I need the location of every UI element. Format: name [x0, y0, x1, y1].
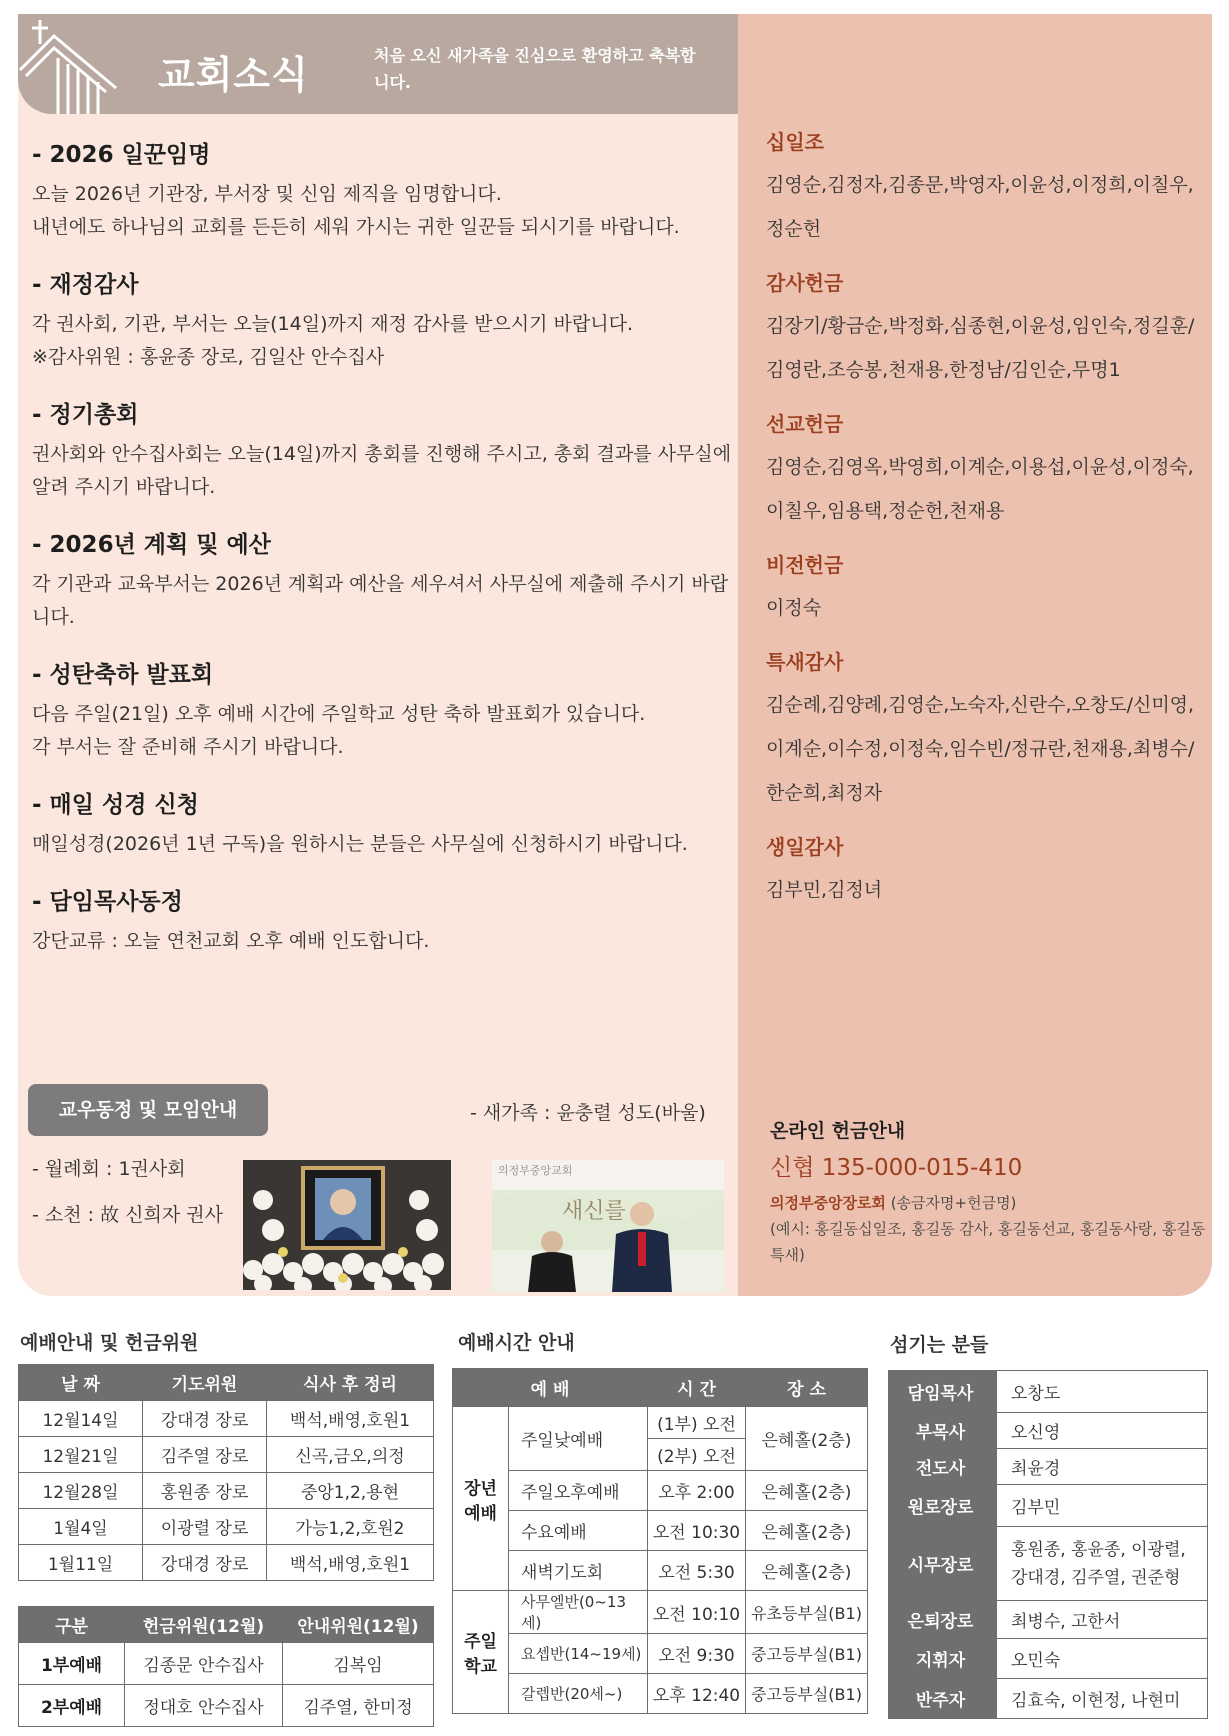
table-row: 요셉반(14~19세) 오전 9:30 중고등부실(B1): [453, 1634, 868, 1674]
notice-title: - 성탄축하 발표회: [32, 662, 214, 688]
notice-title: - 담임목사동정: [32, 889, 183, 915]
offering-item: [766, 408, 1206, 533]
notice-text: 권사회와 안수집사회는 오늘(14일)까지 총회를 진행해 주시고, 총회 결과를 사무실에 알려 주시기 바랍니다.: [32, 443, 732, 498]
photo-banner-text: 새신를: [562, 1199, 626, 1224]
notice-title: - 매일 성경 신청: [32, 792, 199, 818]
table-row: 반주자 김효숙, 이현정, 나현미: [889, 1679, 1208, 1719]
notice-item: [32, 656, 732, 764]
table-row: 은퇴장로 최병수, 고한서: [889, 1601, 1208, 1639]
notice-title: - 2026 일꾼임명: [32, 142, 211, 168]
offering-title: 비전헌금: [766, 553, 844, 577]
table-header: 안내위원(12월): [283, 1607, 434, 1643]
notice-text: 강단교류 : 오늘 연천교회 오후 예배 인도합니다.: [32, 930, 430, 952]
notice-item: [32, 786, 732, 861]
table-row: 전도사 최윤경: [889, 1449, 1208, 1485]
offering-names: 김장기/황금순,박정화,심종현,이윤성,임인숙,정길훈/김영란,조승봉,천재용,한정남/김인순,무명1: [766, 315, 1195, 381]
table-header: 헌금위원(12월): [125, 1607, 283, 1643]
servants-table: [888, 1370, 1208, 1719]
table-row: 원로장로 김부민: [889, 1485, 1208, 1527]
table-row: 지휘자 오민숙: [889, 1639, 1208, 1679]
notice-text: ※감사위원 : 홍윤종 장로, 김일산 안수집사: [32, 346, 385, 368]
notice-title: - 재정감사: [32, 272, 139, 298]
notice-item: [32, 266, 732, 374]
offering-item: [766, 646, 1206, 815]
new-family-photo: [492, 1160, 724, 1292]
table-header: 날 짜: [19, 1365, 143, 1401]
notice-title: - 정기총회: [32, 402, 139, 428]
sunday-school-group-cell: 주일 학교: [453, 1591, 509, 1714]
table-row: 1월4일 이광렬 장로 가능1,2,호원2: [19, 1509, 434, 1545]
offering-title: 십일조: [766, 130, 824, 154]
header-bar: [18, 14, 738, 114]
offering-names: 김영순,김영옥,박영희,이계순,이용섭,이윤성,이정숙,이칠우,임용택,정순헌,천재용: [766, 456, 1194, 522]
offering-title: 생일감사: [766, 835, 844, 859]
table-header: 기도위원: [143, 1365, 267, 1401]
offering-item: [766, 549, 1206, 630]
offering-item: [766, 831, 1206, 912]
table-row: 갈렙반(20세~) 오후 12:40 중고등부실(B1): [453, 1674, 868, 1714]
notice-title: - 2026년 계획 및 예산: [32, 532, 271, 558]
online-offering-info: [770, 1116, 1210, 1268]
table-header: 예 배: [453, 1369, 648, 1407]
notice-item: [32, 136, 732, 244]
table-row: 시무장로 홍원종, 홍윤종, 이광렬, 강대경, 김주열, 권준형: [889, 1527, 1208, 1601]
worship-schedule-table: [452, 1368, 868, 1714]
offering-names: 김영순,김정자,김종문,박영자,이윤성,이정희,이칠우,정순헌: [766, 174, 1194, 240]
notice-text: 각 부서는 잘 준비해 주시기 바랍니다.: [32, 736, 344, 758]
notice-item: [32, 883, 732, 958]
table-row: 2부예배 정대호 안수집사 김주열, 한미정: [19, 1685, 434, 1727]
offering-example: (예시: 홍길동십일조, 홍길동 감사, 홍길동선교, 홍길동사랑, 홍길동 특새): [770, 1220, 1206, 1264]
funeral-text: - 소천 : 故 신희자 권사: [32, 1204, 223, 1226]
notice-list: [32, 136, 732, 980]
table-header: 장 소: [746, 1369, 868, 1407]
memorial-photo: [243, 1160, 451, 1290]
offering-item: [766, 126, 1206, 251]
photo-church-caption: 의정부중앙교회: [498, 1164, 573, 1177]
table-row: 12월14일 강대경 장로 백석,배영,호원1: [19, 1401, 434, 1437]
table-row: 12월21일 김주열 장로 신곡,금오,의정: [19, 1437, 434, 1473]
offering-committee-table: [18, 1606, 434, 1727]
notice-text: 다음 주일(21일) 오후 예배 시간에 주일학교 성탄 축하 발표회가 있습니다.: [32, 703, 646, 725]
schedule-title: 예배시간 안내: [458, 1332, 575, 1354]
bank-account: 신협 135-000-015-410: [770, 1155, 1023, 1181]
notice-text: 매일성경(2026년 1년 구독)을 원하시는 분들은 사무실에 신청하시기 바랍니다.: [32, 833, 688, 855]
offering-title: 선교헌금: [766, 412, 844, 436]
table-row: 담임목사 오창도: [889, 1371, 1208, 1413]
notice-item: [32, 526, 732, 634]
table-row: 주일 학교 사무엘반(0~13세) 오전 10:10 유초등부실(B1): [453, 1591, 868, 1634]
notice-text: 오늘 2026년 기관장, 부서장 및 신임 제직을 임명합니다.: [32, 183, 502, 205]
account-holder: 의정부중앙장로회 (송금자명+헌금명): [770, 1194, 1017, 1212]
table-row: 부목사 오신영: [889, 1413, 1208, 1449]
page-subtitle: 처음 오신 새가족을 진심으로 환영하고 축복합니다.: [374, 46, 696, 92]
servants-title: 섬기는 분들: [890, 1334, 989, 1356]
table-row: (2부) 오전: [453, 1439, 868, 1471]
table-header: 구분: [19, 1607, 125, 1643]
table-row: 12월28일 홍원종 장로 중앙1,2,용현: [19, 1473, 434, 1509]
offering-item: [766, 267, 1206, 392]
prayer-committee-table: [18, 1364, 434, 1581]
table-row: 수요예배 오전 10:30 은혜홀(2층): [453, 1511, 868, 1551]
table-row: 1월11일 강대경 장로 백석,배영,호원1: [19, 1545, 434, 1581]
offering-title: 감사헌금: [766, 271, 844, 295]
notice-text: 내년에도 하나님의 교회를 든든히 세워 가시는 귀한 일꾼들 되시기를 바랍니다.: [32, 216, 680, 238]
page-title: 교회소식: [158, 53, 309, 97]
offering-list: [766, 126, 1206, 928]
new-family-text: - 새가족 : 윤충렬 성도(바울): [470, 1102, 706, 1124]
notice-item: [32, 396, 732, 504]
table-header: 시 간: [648, 1369, 746, 1407]
offering-title: 특새감사: [766, 650, 844, 674]
adult-group-cell: 장년 예배: [453, 1407, 509, 1591]
monthly-meeting-text: - 월례회 : 1권사회: [32, 1158, 186, 1180]
church-news-panel: [18, 14, 1212, 1296]
worship-committee-title: 예배안내 및 헌금위원: [20, 1332, 199, 1354]
table-row: 장년 예배 주일낮예배 (1부) 오전 은혜홀(2층): [453, 1407, 868, 1439]
church-logo-icon: [18, 18, 138, 114]
notice-text: 각 기관과 교육부서는 2026년 계획과 예산을 세우셔서 사무실에 제출해 주시기 바랍니다.: [32, 573, 729, 628]
table-header: 식사 후 정리: [267, 1365, 434, 1401]
table-row: 1부예배 김종문 안수집사 김복임: [19, 1643, 434, 1685]
meeting-section-badge: 교우동정 및 모임안내: [28, 1084, 268, 1136]
offering-names: 김순례,김양례,김영순,노숙자,신란수,오창도/신미영,이계순,이수정,이정숙,임수빈/정규란,천재용,최병수/한순희,최정자: [766, 694, 1195, 804]
table-row: 주일오후예배 오후 2:00 은혜홀(2층): [453, 1471, 868, 1511]
offering-names: 이정숙: [766, 597, 822, 619]
offering-names: 김부민,김정녀: [766, 879, 883, 901]
table-row: 새벽기도회 오전 5:30 은혜홀(2층): [453, 1551, 868, 1591]
notice-text: 각 권사회, 기관, 부서는 오늘(14일)까지 재정 감사를 받으시기 바랍니다.: [32, 313, 633, 335]
online-offering-title: 온라인 헌금안내: [770, 1120, 906, 1142]
